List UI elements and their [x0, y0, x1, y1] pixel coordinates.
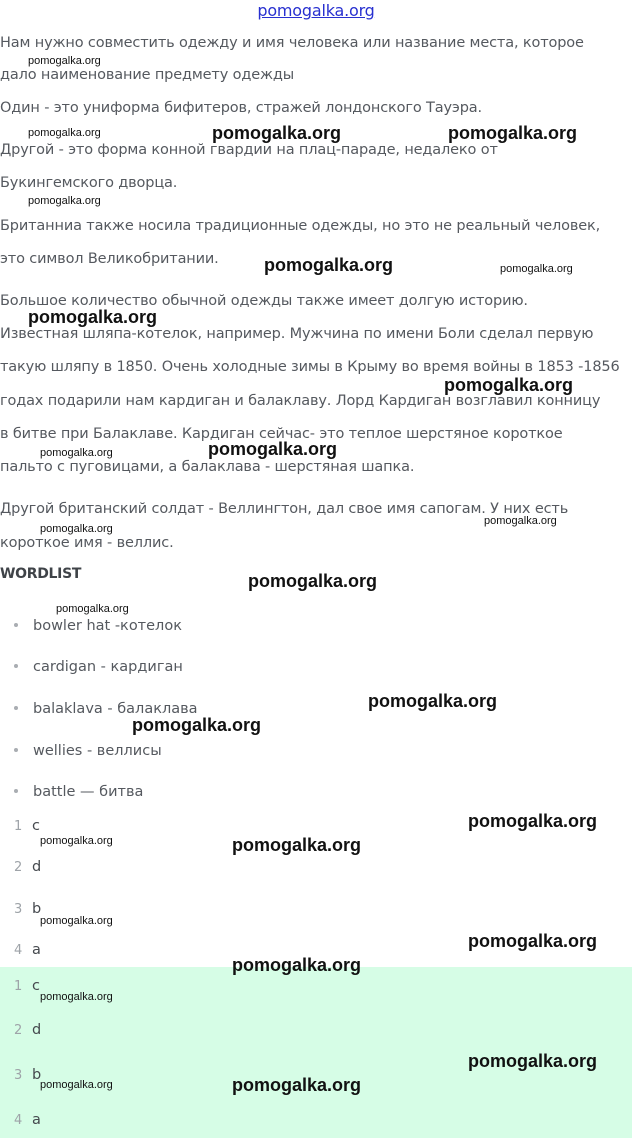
watermark: pomogalka.org: [264, 255, 394, 275]
watermark: pomogalka.org: [448, 123, 578, 143]
watermark: pomogalka.org: [208, 439, 338, 459]
list-item: [14, 783, 143, 801]
answer-number: 2: [14, 1023, 23, 1038]
answer-row: [14, 1021, 41, 1040]
bullet-icon: [14, 664, 18, 668]
bullet-icon: [14, 623, 18, 627]
answer-letter: b: [32, 901, 42, 917]
watermark: pomogalka.org: [56, 603, 129, 615]
bullet-icon: [14, 706, 18, 710]
wordlist-text: bowler hat -котелок: [33, 618, 182, 634]
watermark: pomogalka.org: [368, 691, 498, 711]
answer-row: [14, 817, 40, 836]
text-line: дало наименование предмету одежды: [0, 67, 295, 83]
text-line: Один - это униформа бифитеров, стражей лондонского Тауэра.: [0, 100, 482, 116]
watermark: pomogalka.org: [132, 715, 262, 735]
answer-row: [14, 858, 41, 877]
list-item: [14, 617, 182, 635]
answer-number: 4: [14, 943, 23, 958]
text-line: в битве при Балаклаве. Кардиган сейчас- это теплое шерстяное короткое: [0, 426, 563, 442]
answer-row: [14, 1111, 41, 1130]
answer-letter: d: [32, 859, 42, 875]
answer-row: [14, 900, 41, 919]
answer-letter: c: [32, 978, 40, 994]
answer-number: 4: [14, 1113, 23, 1128]
wordlist-heading: WORDLIST: [0, 566, 82, 582]
watermark: pomogalka.org: [28, 127, 101, 139]
watermark: pomogalka.org: [468, 811, 598, 831]
watermark: pomogalka.org: [232, 1075, 362, 1095]
wordlist-text: battle — битва: [33, 784, 144, 800]
text-line: короткое имя - веллис.: [0, 535, 174, 551]
answer-number: 3: [14, 902, 23, 917]
watermark: pomogalka.org: [28, 307, 158, 327]
answer-letter: a: [32, 942, 41, 958]
bullet-icon: [14, 748, 18, 752]
watermark: pomogalka.org: [484, 515, 557, 527]
wordlist-text: balaklava - балаклава: [33, 701, 198, 717]
list-item: [14, 658, 183, 676]
text-line: Британниа также носила традиционные одежды, но это не реальный человек,: [0, 218, 601, 234]
bullet-icon: [14, 789, 18, 793]
answer-number: 2: [14, 860, 23, 875]
text-line: Известная шляпа-котелок, например. Мужчина по имени Боли сделал первую: [0, 326, 594, 342]
answer-number: 1: [14, 979, 23, 994]
wordlist-text: wellies - веллисы: [33, 743, 162, 759]
answer-row: [14, 977, 40, 996]
answer-row: [14, 1066, 41, 1085]
watermark: pomogalka.org: [232, 835, 362, 855]
text-line: годах подарили нам кардиган и балаклаву. Лорд Кардиган возглавил конницу: [0, 393, 601, 409]
text-line: это символ Великобритании.: [0, 251, 219, 267]
answer-letter: d: [32, 1022, 42, 1038]
answer-row: [14, 941, 41, 960]
watermark: pomogalka.org: [444, 375, 574, 395]
watermark: pomogalka.org: [468, 1051, 598, 1071]
watermark: pomogalka.org: [232, 955, 362, 975]
wordlist-text: cardigan - кардиган: [33, 659, 183, 675]
watermark: pomogalka.org: [28, 195, 101, 207]
watermark: pomogalka.org: [212, 123, 342, 143]
list-item: [14, 742, 162, 760]
answer-number: 1: [14, 819, 23, 834]
text-line: Другой британский солдат - Веллингтон, дал свое имя сапогам. У них есть: [0, 501, 569, 517]
watermark: pomogalka.org: [40, 991, 113, 1003]
watermark: pomogalka.org: [40, 447, 113, 459]
answer-number: 3: [14, 1068, 23, 1083]
text-line: Нам нужно совместить одежду и имя человека или название места, которое: [0, 35, 584, 51]
watermark: pomogalka.org: [40, 835, 113, 847]
answer-letter: b: [32, 1067, 42, 1083]
text-line: Букингемского дворца.: [0, 175, 178, 191]
watermark: pomogalka.org: [40, 915, 113, 927]
text-line: Большое количество обычной одежды также имеет долгую историю.: [0, 293, 528, 309]
text-line: пальто с пуговицами, а балаклава - шерстяная шапка.: [0, 459, 415, 475]
watermark: pomogalka.org: [28, 55, 101, 67]
answer-letter: c: [32, 818, 40, 834]
watermark: pomogalka.org: [468, 931, 598, 951]
watermark: pomogalka.org: [500, 263, 573, 275]
watermark: pomogalka.org: [248, 571, 378, 591]
answer-letter: a: [32, 1112, 41, 1128]
text-line: Другой - это форма конной гвардии на плац-параде, недалеко от: [0, 142, 498, 158]
text-line: такую шляпу в 1850. Очень холодные зимы в Крыму во время войны в 1853 -1856: [0, 359, 620, 375]
site-title-link[interactable]: pomogalka.org: [257, 1, 375, 20]
watermark: pomogalka.org: [40, 1079, 113, 1091]
watermark: pomogalka.org: [40, 523, 113, 535]
